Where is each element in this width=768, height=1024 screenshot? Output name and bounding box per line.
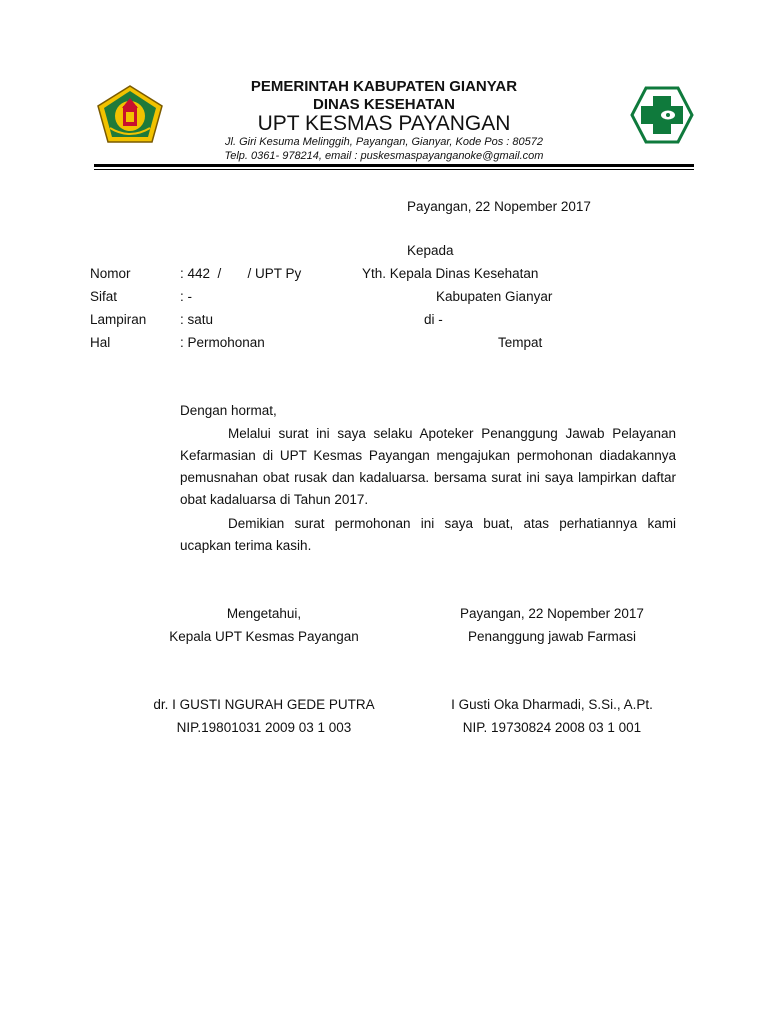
sign-right-name: I Gusti Oka Dharmadi, S.Si., A.Pt. [451, 697, 653, 712]
body-paragraph-2 [180, 513, 676, 557]
body-paragraph-1-text: Melalui surat ini saya selaku Apoteker Penanggung Jawab Pelayanan Kefarmasian di UPT Kesmas Payangan mengajukan permohonan diadakannya pemusnahan obat rusak dan kadaluarsa. bersama surat ini saya lampirkan daftar obat kadaluarsa di Tahun 2017. [180, 426, 676, 507]
place-date: Payangan, 22 Nopember 2017 [407, 199, 591, 214]
field-value-hal: : Permohonan [180, 335, 265, 350]
sign-right-nip: NIP. 19730824 2008 03 1 001 [462, 720, 642, 735]
field-label-nomor: Nomor [90, 266, 131, 281]
recipient-di: di - [424, 312, 443, 327]
field-label-sifat: Sifat [90, 289, 118, 304]
sign-left-nip: NIP.19801031 2009 03 1 003 [176, 720, 352, 735]
sign-left-line1: Mengetahui, [226, 606, 302, 621]
header-institution: UPT KESMAS PAYANGAN [257, 112, 511, 135]
recipient-to: Yth. Kepala Dinas Kesehatan [362, 266, 539, 281]
header-divider [94, 164, 694, 167]
field-label-lampiran: Lampiran [90, 312, 147, 327]
header-department: DINAS KESEHATAN [313, 96, 455, 113]
body-paragraph-1 [180, 423, 676, 511]
field-value-sifat: : - [180, 289, 192, 304]
recipient-tempat: Tempat [498, 335, 543, 350]
header-address: Jl. Giri Kesuma Melinggih, Payangan, Gianyar, Kode Pos : 80572 [225, 136, 543, 148]
header-government: PEMERINTAH KABUPATEN GIANYAR [250, 78, 518, 95]
sign-left-name: dr. I GUSTI NGURAH GEDE PUTRA [153, 697, 375, 712]
greeting: Dengan hormat, [180, 403, 277, 418]
sign-right-line1: Payangan, 22 Nopember 2017 [460, 606, 644, 621]
sign-left-line2: Kepala UPT Kesmas Payangan [169, 629, 359, 644]
field-value-nomor: : 442 / / UPT Py [180, 266, 302, 281]
recipient-region: Kabupaten Gianyar [436, 289, 553, 304]
sign-right-line2: Penanggung jawab Farmasi [467, 629, 637, 644]
field-value-lampiran: : satu [180, 312, 214, 327]
header-contact: Telp. 0361- 978214, email : puskesmaspayanganoke@gmail.com [224, 150, 544, 162]
header-divider-thin [94, 169, 694, 170]
field-label-hal: Hal [90, 335, 111, 350]
body-paragraph-2-text: Demikian surat permohonan ini saya buat, atas perhatiannya kami ucapkan terima kasih. [180, 516, 676, 553]
recipient-kepada: Kepada [407, 243, 454, 258]
health-cross-logo-icon [630, 86, 694, 144]
